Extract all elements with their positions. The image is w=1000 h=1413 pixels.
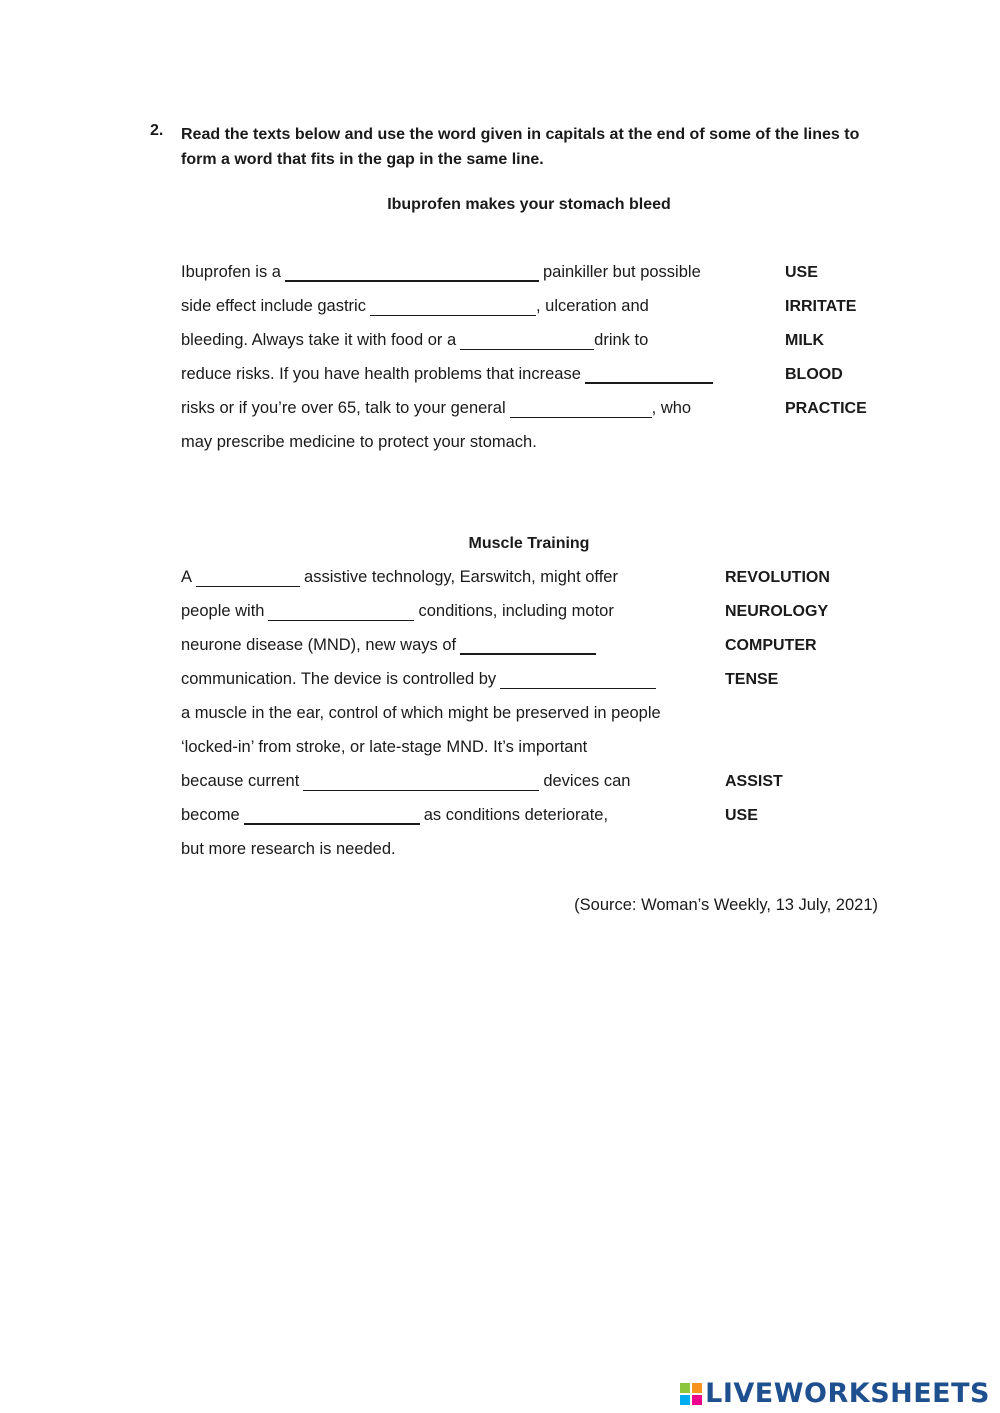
- passage2-line-8: become as conditions deteriorate,: [181, 806, 609, 824]
- question-instructions: Read the texts below and use the word given in capitals at the end of some of the lines to form a word that fits in the gap in the same line.: [181, 126, 860, 168]
- keyword-8: COMPUTER: [725, 637, 817, 654]
- passage2-line-1: A assistive technology, Earswitch, might offer: [181, 568, 618, 586]
- passage2-title: Muscle Training: [468, 535, 590, 552]
- logo-square: [692, 1395, 702, 1405]
- logo-text: LIVEWORKSHEETS: [705, 1378, 990, 1409]
- gap-6-input[interactable]: [196, 570, 300, 587]
- gap-8-input[interactable]: [460, 637, 596, 655]
- keyword-7: NEUROLOGY: [725, 603, 829, 620]
- passage2-line-5: a muscle in the ear, control of which might be preserved in people: [181, 704, 661, 722]
- passage2-line-6: ‘locked-in’ from stroke, or late-stage MND. It’s important: [181, 738, 588, 756]
- passage2-line-9: but more research is needed.: [181, 840, 396, 858]
- passage1-title: Ibuprofen makes your stomach bleed: [387, 196, 671, 213]
- keyword-3: MILK: [785, 332, 825, 349]
- gap-4-input[interactable]: [585, 366, 713, 384]
- gap-2-input[interactable]: [370, 299, 536, 316]
- logo-square: [680, 1395, 690, 1405]
- keyword-4: BLOOD: [785, 366, 843, 383]
- passage2-line-3: neurone disease (MND), new ways of: [181, 635, 600, 655]
- logo-grid-icon: [680, 1383, 702, 1405]
- gap-11-input[interactable]: [244, 807, 420, 825]
- passage1-line-4: reduce risks. If you have health problems that increase: [181, 364, 717, 384]
- passage1-line-2: side effect include gastric , ulceration and: [181, 297, 649, 315]
- logo-square: [692, 1383, 702, 1393]
- passage2-line-2: people with conditions, including motor: [181, 602, 614, 620]
- gap-10-input[interactable]: [303, 774, 539, 791]
- passage1-line-1: Ibuprofen is a painkiller but possible: [181, 263, 701, 281]
- passage1-line-6: may prescribe medicine to protect your stomach.: [181, 433, 537, 451]
- passage2-line-7: because current devices can: [181, 772, 631, 790]
- logo-square: [680, 1383, 690, 1393]
- keyword-5: PRACTICE: [785, 400, 867, 417]
- keyword-11: USE: [725, 807, 758, 824]
- passage1-line-5: risks or if you’re over 65, talk to your general , who: [181, 399, 692, 417]
- keyword-10: ASSIST: [725, 773, 783, 790]
- gap-1-input[interactable]: [285, 264, 539, 282]
- question-number: 2.: [150, 122, 164, 139]
- passage1-line-3: bleeding. Always take it with food or a drink to: [181, 331, 649, 349]
- keyword-6: REVOLUTION: [725, 569, 830, 586]
- source-citation: (Source: Woman’s Weekly, 13 July, 2021): [574, 896, 878, 914]
- keyword-9: TENSE: [725, 671, 779, 688]
- gap-9-input[interactable]: [500, 672, 656, 689]
- gap-7-input[interactable]: [268, 604, 414, 621]
- gap-5-input[interactable]: [510, 401, 652, 418]
- keyword-1: USE: [785, 264, 818, 281]
- gap-3-input[interactable]: [460, 333, 594, 350]
- keyword-2: IRRITATE: [785, 298, 857, 315]
- liveworksheets-logo: [680, 1378, 990, 1409]
- passage2-line-4: communication. The device is controlled by: [181, 669, 660, 689]
